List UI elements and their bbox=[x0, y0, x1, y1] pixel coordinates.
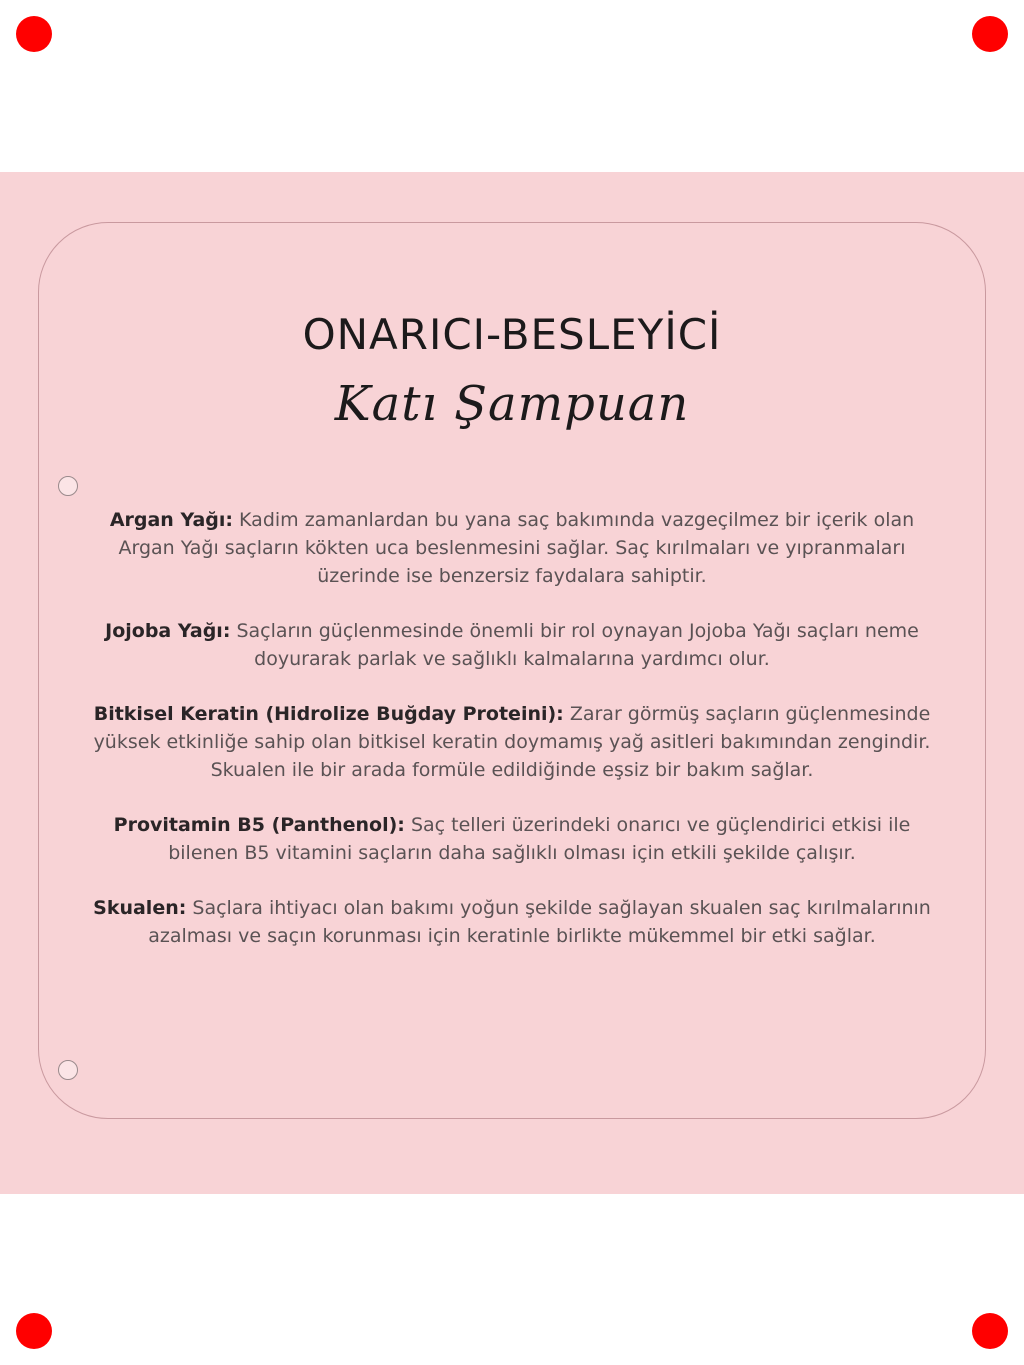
corner-dot-bottom-right bbox=[972, 1313, 1008, 1349]
binder-hole-bottom bbox=[58, 1060, 78, 1080]
ingredient-paragraph bbox=[84, 506, 940, 590]
product-subtitle: Katı Şampuan bbox=[334, 376, 690, 432]
ingredient-term: Bitkisel Keratin (Hidrolize Buğday Proteini): bbox=[93, 703, 564, 725]
product-panel bbox=[0, 172, 1024, 1194]
ingredient-paragraph bbox=[84, 811, 940, 867]
ingredient-term: Argan Yağı: bbox=[109, 509, 233, 531]
ingredient-term: Provitamin B5 (Panthenol): bbox=[113, 814, 405, 836]
ingredient-term: Skualen: bbox=[93, 897, 187, 919]
corner-dot-top-right bbox=[972, 16, 1008, 52]
ingredient-description: Zarar görmüş saçların güçlenmesinde yüksek etkinliğe sahip olan bitkisel keratin doymamış yağ asitleri bakımından zengindir. Skualen ile bir arada formüle edildiğinde eşsiz bir bakım sağlar. bbox=[93, 703, 931, 781]
product-title: ONARICI-BESLEYİCİ bbox=[302, 310, 722, 359]
ingredient-paragraph bbox=[84, 617, 940, 673]
corner-dot-bottom-left bbox=[16, 1313, 52, 1349]
ingredient-paragraph bbox=[84, 894, 940, 950]
ingredients-list bbox=[84, 506, 940, 977]
corner-dot-top-left bbox=[16, 16, 52, 52]
ingredient-description: Saç telleri üzerindeki onarıcı ve güçlendirici etkisi ile bilenen B5 vitamini saçların daha sağlıklı olması için etkili şekilde çalışır. bbox=[168, 814, 911, 864]
ingredient-term: Jojoba Yağı: bbox=[105, 620, 231, 642]
binder-hole-top bbox=[58, 476, 78, 496]
ingredient-description: Saçların güçlenmesinde önemli bir rol oynayan Jojoba Yağı saçları neme doyurarak parlak ve sağlıklı kalmalarına yardımcı olur. bbox=[236, 620, 919, 670]
ingredient-description: Kadim zamanlardan bu yana saç bakımında vazgeçilmez bir içerik olan Argan Yağı saçların kökten uca beslenmesini sağlar. Saç kırılmaları ve yıpranmaları üzerinde ise benzersiz faydalara sahiptir. bbox=[118, 509, 915, 587]
ingredient-paragraph bbox=[84, 700, 940, 784]
ingredient-description: Saçlara ihtiyacı olan bakımı yoğun şekilde sağlayan skualen saç kırılmalarının azalması ve saçın korunması için keratinle birlikte mükemmel bir etki sağlar. bbox=[148, 897, 931, 947]
